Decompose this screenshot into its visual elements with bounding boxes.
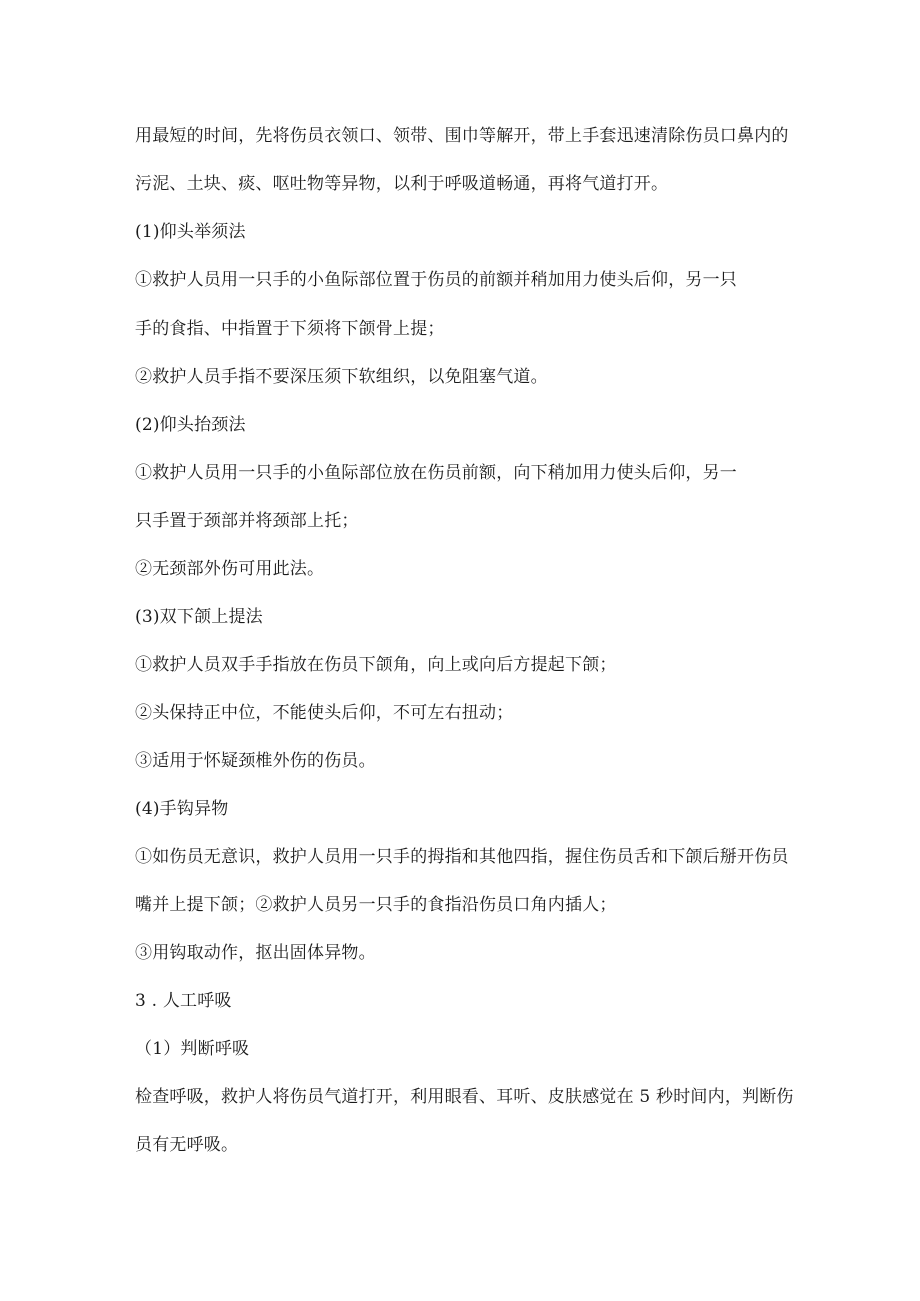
- paragraph-line: 手的食指、中指置于下须将下颌骨上提；: [135, 319, 445, 339]
- paragraph-line: ①救护人员双手手指放在伤员下颌角，向上或向后方提起下颌；: [135, 655, 617, 675]
- paragraph-line: ①救护人员用一只手的小鱼际部位放在伤员前额，向下稍加用力使头后仰，另一: [135, 463, 737, 483]
- paragraph-line: ②无颈部外伤可用此法。: [135, 559, 325, 579]
- section-heading: (2)仰头抬颈法: [135, 415, 246, 435]
- paragraph-line: ①如伤员无意识，救护人员用一只手的拇指和其他四指，握住伤员舌和下颌后掰开伤员: [135, 847, 789, 867]
- section-heading: (4)手钩异物: [135, 799, 229, 819]
- section-heading: 3 . 人工呼吸: [135, 991, 232, 1011]
- paragraph-line: ③用钩取动作，抠出固体异物。: [135, 943, 376, 963]
- paragraph-line: 检查呼吸，救护人将伤员气道打开，利用眼看、耳听、皮肤感觉在 5 秒时间内，判断伤: [135, 1087, 794, 1107]
- paragraph-line: 污泥、土块、痰、呕吐物等异物，以利于呼吸道畅通，再将气道打开。: [135, 174, 669, 194]
- paragraph-line: ②头保持正中位，不能使头后仰，不可左右扭动；: [135, 703, 514, 723]
- subsection-heading: （1）判断呼吸: [135, 1039, 250, 1059]
- paragraph-line: 员有无呼吸。: [135, 1135, 239, 1155]
- paragraph-line: ②救护人员手指不要深压须下软组织，以免阻塞气道。: [135, 367, 548, 387]
- paragraph-line: 嘴并上提下颌；②救护人员另一只手的食指沿伤员口角内插人；: [135, 895, 617, 915]
- paragraph-line: ③适用于怀疑颈椎外伤的伤员。: [135, 751, 376, 771]
- section-heading: (3)双下颌上提法: [135, 607, 263, 627]
- paragraph-line: 只手置于颈部并将颈部上托；: [135, 511, 359, 531]
- paragraph-line: 用最短的时间，先将伤员衣领口、领带、围巾等解开，带上手套迅速清除伤员口鼻内的: [135, 126, 789, 146]
- section-heading: (1)仰头举须法: [135, 222, 246, 242]
- paragraph-line: ①救护人员用一只手的小鱼际部位置于伤员的前额并稍加用力使头后仰，另一只: [135, 270, 737, 290]
